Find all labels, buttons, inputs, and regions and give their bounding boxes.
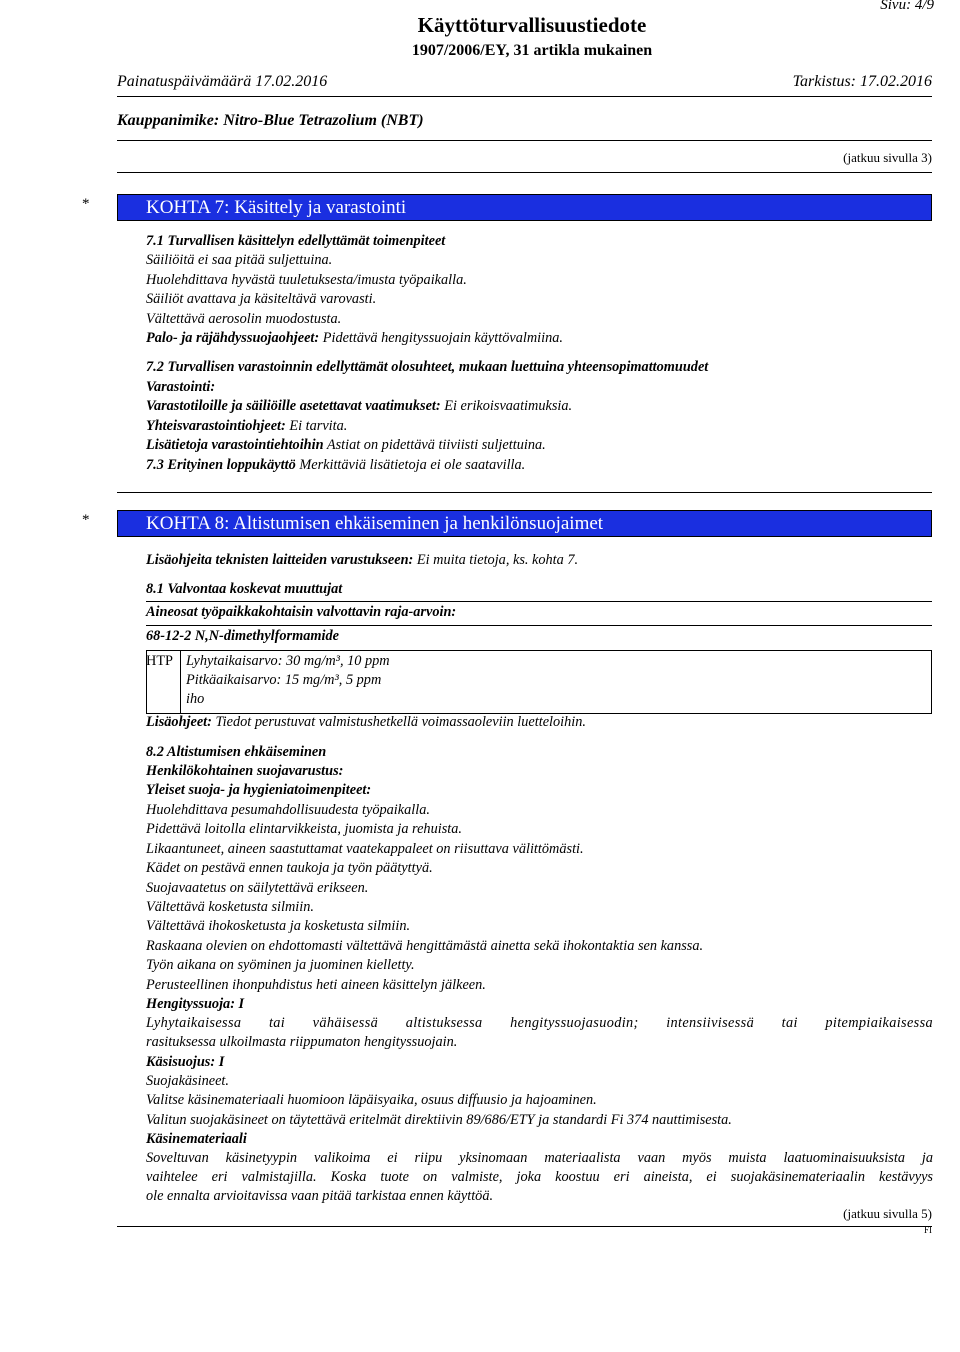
fire-protection-text: Pidettävä hengityssuojain käyttövalmiina. [322, 330, 563, 346]
substance-name: 68-12-2 N,N-dimethylformamide [146, 628, 339, 644]
storage-extra-text: Astiat on pidettävä tiiviisti suljettuina. [326, 437, 546, 453]
storage-req-label: Varastotiloille ja säiliöille asetettavat vaatimukset: [146, 398, 441, 414]
continued-from: (jatkuu sivulla 3) [843, 150, 932, 165]
hygiene-line: Vältettävä ihokosketusta ja kosketusta silmiin. [146, 918, 411, 934]
document-title: Käyttöturvallisuustiedote [417, 13, 647, 37]
respiratory-label: Hengityssuoja: I [146, 996, 245, 1012]
joint-storage [146, 417, 347, 437]
joint-storage-text: Ei tarvita. [289, 418, 348, 434]
limits-col-divider [180, 650, 181, 713]
section8-change-marker: * [82, 512, 90, 528]
s71-title: 7.1 Turvallisen käsittelyn edellyttämät toimenpiteet [146, 233, 446, 249]
header-divider [117, 96, 932, 97]
glove-material-label: Käsinemateriaali [146, 1131, 247, 1147]
limits-table-header: Aineosat työpaikkakohtaisin valvottavin raja-arvoin: [146, 604, 457, 620]
storage-requirements [146, 397, 572, 417]
trade-name-divider [117, 140, 932, 141]
s82-title: 8.2 Altistumisen ehkäiseminen [146, 744, 327, 760]
hygiene-label: Yleiset suoja- ja hygieniatoimenpiteet: [146, 782, 372, 798]
glove-material-text: vaihtelee eri valmistajilla. Koska tuote on valmiste, joka koostuu eri aineista, ei suojakäsinemateriaalin kestävyys [146, 1169, 933, 1185]
s71-line: Huolehdittava hyvästä tuuletuksesta/imusta työpaikalla. [146, 272, 467, 288]
hygiene-line: Likaantuneet, aineen saastuttamat vaatekappaleet on riisuttava välittömästi. [146, 841, 584, 857]
s81-title: 8.1 Valvontaa koskevat muuttujat [146, 581, 343, 597]
footer-divider [117, 1226, 932, 1227]
hygiene-line: Raskaana olevien on ehdottomasti vältettävä hengittämästä ainetta sekä ihokontaktia sen kanssa. [146, 938, 704, 954]
limits-table-divider [146, 625, 932, 626]
hygiene-line: Suojavaatetus on säilytettävä erikseen. [146, 880, 369, 896]
respiratory-text: rasituksessa ulkoilmasta riippumaton hengityssuojain. [146, 1034, 458, 1050]
glove-material-text: ole ennalta arvioitavissa vaan pitää tarkistaa ennen käyttöä. [146, 1188, 494, 1204]
design-info-label: Lisäohjeita teknisten laitteiden varustukseen: [146, 552, 414, 568]
s72-title: 7.2 Turvallisen varastoinnin edellyttämät olosuhteet, mukaan luettuina yhteensopimattomuudet [146, 359, 709, 375]
s73-label: 7.3 Erityinen loppukäyttö [146, 457, 296, 473]
revision-date: Tarkistus: 17.02.2016 [792, 73, 932, 90]
print-date: Painatuspäivämäärä 17.02.2016 [117, 73, 328, 90]
htp-value: Lyhytaikaisarvo: 30 mg/m³, 10 ppm [186, 653, 390, 669]
hand-line: Valitun suojakäsineet on täytettävä eritelmät direktiivin 89/686/ETY ja standardi Fi 374 nauttimisesta. [146, 1112, 732, 1128]
section7-change-marker: * [82, 196, 90, 212]
storage-label: Varastointi: [146, 379, 216, 395]
s73-text: Merkittäviä lisätietoja ei ole saatavilla. [299, 457, 526, 473]
fire-protection-label: Palo- ja räjähdyssuojaohjeet: [146, 330, 320, 346]
additional-info [146, 713, 586, 733]
s71-line: Säiliöt avattava ja käsiteltävä varovasti. [146, 291, 377, 307]
joint-storage-label: Yhteisvarastointiohjeet: [146, 418, 286, 434]
storage-extra [146, 436, 546, 456]
storage-extra-label: Lisätietoja varastointiehtoihin [146, 437, 324, 453]
limits-table-top [146, 601, 932, 602]
section8-header: KOHTA 8: Altistumisen ehkäiseminen ja henkilönsuojaimet [117, 510, 932, 537]
hand-line: Suojakäsineet. [146, 1073, 229, 1089]
storage-req-text: Ei erikoisvaatimuksia. [444, 398, 573, 414]
design-info [146, 551, 578, 571]
hygiene-line: Työn aikana on syöminen ja juominen kielletty. [146, 957, 415, 973]
s71-line: Säiliöitä ei saa pitää suljettuina. [146, 252, 333, 268]
hand-protection-label: Käsisuojus: I [146, 1054, 225, 1070]
htp-value: iho [186, 691, 205, 707]
hygiene-line: Kädet on pestävä ennen taukoja ja työn päätyttyä. [146, 860, 433, 876]
htp-label: HTP [146, 653, 174, 669]
design-info-text: Ei muita tietoja, ks. kohta 7. [416, 552, 579, 568]
language-code: FI [923, 1225, 932, 1235]
specific-end-use [146, 456, 525, 476]
hygiene-line: Huolehdittava pesumahdollisuudesta työpaikalla. [146, 802, 430, 818]
trade-name: Kauppanimike: Nitro-Blue Tetrazolium (NBT) [117, 112, 424, 129]
limits-row-right [931, 650, 932, 713]
glove-material-text: Soveltuvan käsinetyypin valikoima ei riipu yksinomaan materiaalista vaan myös muista laatuominaisuuksista ja [146, 1150, 933, 1166]
continued-divider [117, 172, 932, 173]
additional-info-label: Lisäohjeet: [146, 714, 212, 730]
hygiene-line: Vältettävä kosketusta silmiin. [146, 899, 314, 915]
htp-value: Pitkäaikaisarvo: 15 mg/m³, 5 ppm [186, 672, 382, 688]
continued-on: (jatkuu sivulla 5) [843, 1206, 932, 1221]
additional-info-text: Tiedot perustuvat valmistushetkellä voimassaoleviin luetteloihin. [215, 714, 586, 730]
section7-header: KOHTA 7: Käsittely ja varastointi [117, 194, 932, 221]
s71-line: Vältettävä aerosolin muodostusta. [146, 311, 342, 327]
hand-line: Valitse käsinemateriaali huomioon läpäisyaika, osuus diffuusio ja hajoaminen. [146, 1092, 597, 1108]
hygiene-line: Pidettävä loitolla elintarvikkeista, juomista ja rehuista. [146, 821, 462, 837]
limits-row-top [146, 650, 932, 651]
fire-protection [146, 329, 563, 349]
page-number: Sivu: 4/9 [880, 0, 934, 13]
respiratory-text: Lyhytaikaisessa tai vähäisessä altistuksessa hengityssuojasuodin; intensiivisessä tai pitempiaikaisessa [146, 1015, 933, 1031]
ppe-label: Henkilökohtainen suojavarustus: [146, 763, 344, 779]
document-subtitle: 1907/2006/EY, 31 artikla mukainen [411, 42, 653, 59]
section7-end-divider [117, 492, 932, 493]
hygiene-line: Perusteellinen ihonpuhdistus heti aineen käsittelyn jälkeen. [146, 977, 486, 993]
